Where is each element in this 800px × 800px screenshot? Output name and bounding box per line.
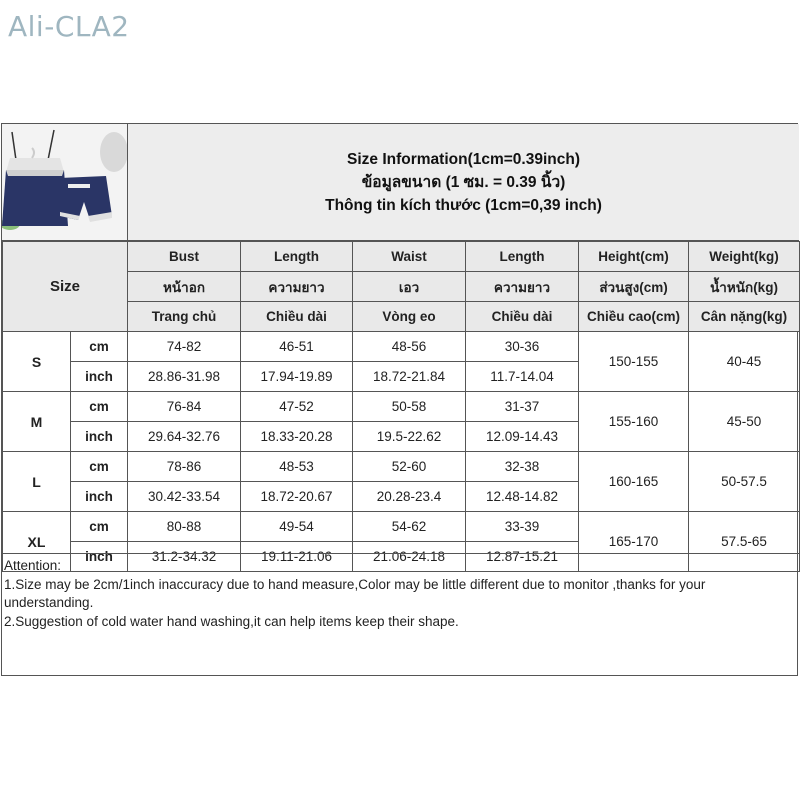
column-header: Vòng eo [353,302,466,332]
table-cell: 18.33-20.28 [241,422,353,452]
table-cell: 78-86 [128,452,241,482]
table-cell: 18.72-20.67 [241,482,353,512]
table-cell: 33-39 [466,512,579,542]
table-cell: 32-38 [466,452,579,482]
size-label: XL [3,512,71,572]
table-cell: 28.86-31.98 [128,362,241,392]
table-row [3,452,800,482]
column-header: หน้าอก [128,272,241,302]
table-cell: 48-56 [353,332,466,362]
attention-notes [2,553,799,676]
column-header: เอว [353,272,466,302]
table-cell: 19.11-21.06 [241,542,353,572]
size-label: L [3,452,71,512]
height-cell: 165-170 [579,512,689,572]
table-cell: 80-88 [128,512,241,542]
table-cell: 52-60 [353,452,466,482]
size-table [2,241,800,572]
table-cell: 12.87-15.21 [466,542,579,572]
size-label: M [3,392,71,452]
weight-cell: 50-57.5 [689,452,800,512]
column-header: Height(cm) [579,242,689,272]
table-cell: 12.09-14.43 [466,422,579,452]
table-cell: 50-58 [353,392,466,422]
column-header: Length [241,242,353,272]
table-header-row [3,242,800,272]
unit-label: inch [71,542,128,572]
table-cell: 19.5-22.62 [353,422,466,452]
size-label: S [3,332,71,392]
unit-label: inch [71,482,128,512]
column-header: Chiều dài [466,302,579,332]
column-header: Weight(kg) [689,242,800,272]
attention-note-2: 2.Suggestion of cold water hand washing,it can help items keep their shape. [4,613,459,629]
table-row [3,332,800,362]
size-chart [1,123,798,676]
table-cell: 46-51 [241,332,353,362]
column-header: Trang chủ [128,302,241,332]
table-cell: 74-82 [128,332,241,362]
chart-header [2,124,799,241]
table-row [3,512,800,542]
pajama-set-image [2,124,128,240]
title-vietnamese: Thông tin kích thước (1cm=0,39 inch) [325,196,602,214]
column-header: Bust [128,242,241,272]
unit-label: inch [71,362,128,392]
height-cell: 160-165 [579,452,689,512]
column-header: ความยาว [466,272,579,302]
weight-cell: 45-50 [689,392,800,452]
table-cell: 29.64-32.76 [128,422,241,452]
column-header: ความยาว [241,272,353,302]
title-block [128,124,799,240]
title-thai: ข้อมูลขนาด (1 ซม. = 0.39 นิ้ว) [361,173,566,191]
column-header: น้ำหนัก(kg) [689,272,800,302]
column-header: Cân nặng(kg) [689,302,800,332]
product-thumbnail [2,124,128,240]
table-cell: 76-84 [128,392,241,422]
watermark: Ali-CLA2 [8,10,130,43]
table-cell: 31-37 [466,392,579,422]
column-header: Length [466,242,579,272]
table-row [3,392,800,422]
table-cell: 21.06-24.18 [353,542,466,572]
unit-label: cm [71,512,128,542]
table-cell: 20.28-23.4 [353,482,466,512]
title-english: Size Information(1cm=0.39inch) [347,150,580,168]
column-header: Chiều dài [241,302,353,332]
table-cell: 48-53 [241,452,353,482]
unit-label: cm [71,452,128,482]
table-cell: 17.94-19.89 [241,362,353,392]
table-cell: 30-36 [466,332,579,362]
unit-label: cm [71,392,128,422]
height-cell: 155-160 [579,392,689,452]
weight-cell: 40-45 [689,332,800,392]
height-cell: 150-155 [579,332,689,392]
table-cell: 18.72-21.84 [353,362,466,392]
table-cell: 47-52 [241,392,353,422]
unit-label: cm [71,332,128,362]
column-header: Chiều cao(cm) [579,302,689,332]
table-cell: 11.7-14.04 [466,362,579,392]
size-column-header: Size [3,242,128,332]
table-cell: 12.48-14.82 [466,482,579,512]
column-header: Waist [353,242,466,272]
unit-label: inch [71,422,128,452]
table-cell: 30.42-33.54 [128,482,241,512]
attention-heading: Attention: [4,558,62,573]
attention-note-1: 1.Size may be 2cm/1inch inaccuracy due to hand measure,Color may be little different due to monitor ,thanks for your understanding. [4,576,706,610]
table-cell: 54-62 [353,512,466,542]
table-cell: 49-54 [241,512,353,542]
column-header: ส่วนสูง(cm) [579,272,689,302]
table-cell: 31.2-34.32 [128,542,241,572]
weight-cell: 57.5-65 [689,512,800,572]
